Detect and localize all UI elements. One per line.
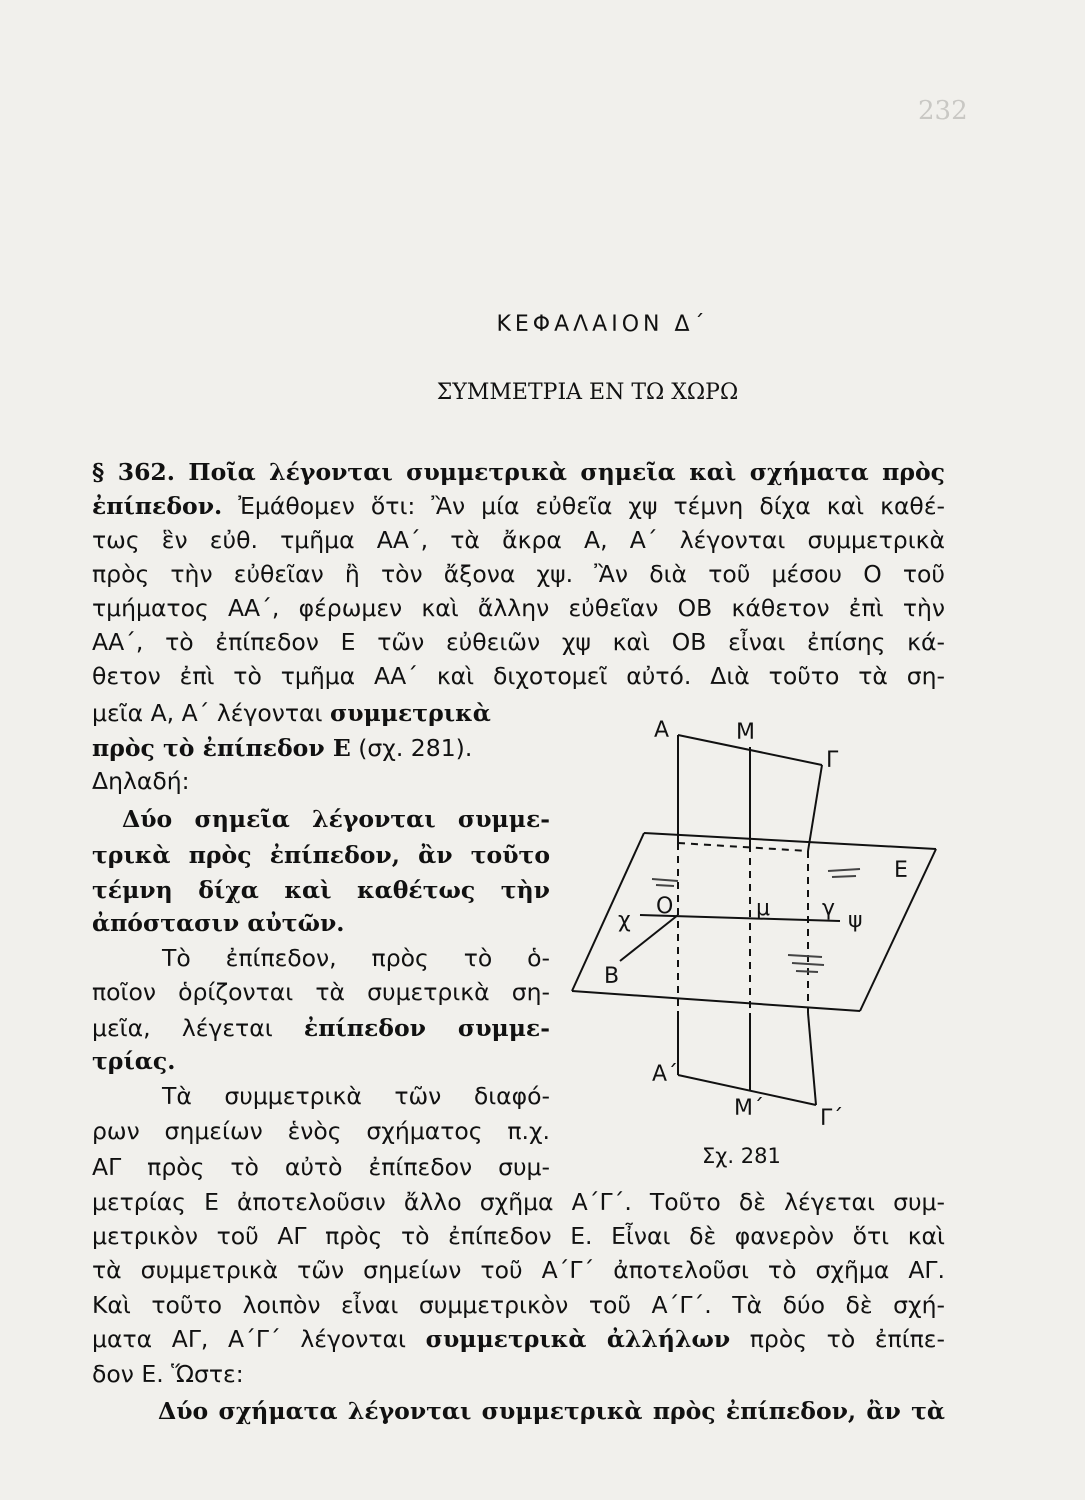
para2-l3-text: μεῖα, λέγεται: [92, 1014, 304, 1042]
figure-label-B: Β: [604, 964, 620, 989]
figure-label-A: Α: [654, 718, 670, 743]
para3-line5: μετρικὸν τοῦ ΑΓ πρὸς τὸ ἐπίπεδον Ε. Εἶναι δὲ φανερὸν ὅτι καὶ: [92, 1222, 945, 1250]
figure-hatch-6: [792, 963, 824, 965]
para2-l3-bold: ἐπίπεδον συμμε-: [303, 1014, 550, 1042]
page-number-ghost: 232: [918, 96, 968, 126]
figure-hatch-5: [788, 955, 822, 957]
para1-line2: [92, 489, 945, 523]
figure-label-A-prime: Α΄: [652, 1062, 679, 1087]
figure-plane-bottom-edge: [572, 991, 860, 1011]
para1-line6: ΑΑ΄, τὸ ἐπίπεδον Ε τῶν εὐθειῶν χψ καὶ ΟΒ εἶναι ἐπίσης κά-: [92, 628, 945, 656]
figure-label-mu: μ: [756, 896, 770, 921]
figure-segment-right-lower: [808, 1013, 816, 1105]
para2-line2: ποῖον ὁρίζονται τὰ συμετρικὰ ση-: [92, 978, 550, 1006]
figure-hatch-3: [828, 869, 860, 871]
para3-line1: Τὰ συμμετρικὰ τῶν διαφό-: [162, 1082, 550, 1110]
figure-label-G: Γ: [826, 748, 839, 773]
para2-line1: Τὸ ἐπίπεδον, πρὸς τὸ ὁ-: [162, 944, 550, 972]
definition2-line: Δύο σχήματα λέγονται συμμετρικὰ πρὸς ἐπίπεδον, ἂν τὰ: [158, 1397, 945, 1425]
chapter-heading: ΚΕΦΑΛΑΙΟΝ Δ΄: [496, 312, 709, 337]
para1-line7: θετον ἐπὶ τὸ τμῆμα ΑΑ΄ καὶ διχοτομεῖ αὐτό. Διὰ τοῦτο τὰ ση-: [92, 662, 945, 690]
para1-l8-text: μεῖα Α, Α΄ λέγονται: [92, 699, 330, 727]
figure-hatch-4: [832, 876, 856, 877]
figure-caption: Σχ. 281: [702, 1144, 781, 1168]
figure-label-psi: ψ: [848, 908, 863, 933]
figure-label-gamma: γ: [822, 896, 836, 921]
para1-line1: § 362. Ποῖα λέγονται συμμετρικὰ σημεῖα καὶ σχήματα πρὸς: [92, 458, 945, 486]
para1-line3: τως ἓν εὐθ. τμῆμα ΑΑ΄, τὰ ἄκρα Α, Α΄ λέγονται συμμετρικὰ: [92, 526, 945, 554]
figure-label-M: Μ: [736, 720, 755, 745]
para1-l9-text: (σχ. 281).: [350, 734, 473, 762]
para1-l9-bold: πρὸς τὸ ἐπίπεδον Ε: [92, 734, 351, 762]
para3-line7: Καὶ τοῦτο λοιπὸν εἶναι συμμετρικὸν τοῦ Α΄Γ΄. Τὰ δύο δὲ σχή-: [92, 1291, 945, 1319]
para1-l8-bold: συμμετρικὰ: [329, 699, 491, 727]
definition1-line1: Δύο σημεῖα λέγονται συμμε-: [122, 805, 550, 833]
para1-line9: [92, 731, 472, 765]
definition1-line2: τρικὰ πρὸς ἐπίπεδον, ἂν τοῦτο: [92, 841, 550, 869]
figure-label-M-prime: Μ΄: [734, 1096, 764, 1121]
para3-line6: τὰ συμμετρικὰ τῶν σημείων τοῦ Α΄Γ΄ ἀποτελοῦσι τὸ σχῆμα ΑΓ.: [92, 1256, 945, 1284]
para1-line4: πρὸς τὴν εὐθεῖαν ἢ τὸν ἄξονα χψ. Ἂν διὰ τοῦ μέσου Ο τοῦ: [92, 560, 945, 588]
figure-label-chi: χ: [618, 908, 631, 933]
para2-line3: [92, 1011, 550, 1045]
para1-l2-text: Ἐμάθομεν ὅτι: Ἂν μία εὐθεῖα χψ τέμνη δίχα καὶ καθέ-: [222, 492, 945, 520]
para1-line5: τμήματος ΑΑ΄, φέρωμεν καὶ ἄλλην εὐθεῖαν ΟΒ κάθετον ἐπὶ τὴν: [92, 594, 945, 622]
para1-line8: [92, 696, 491, 730]
para3-l8-tail: πρὸς τὸ ἐπίπε-: [730, 1325, 945, 1353]
figure-segment-right-upper: [808, 765, 822, 851]
para3-l8-text: ματα ΑΓ, Α΄Γ΄ λέγονται: [92, 1325, 426, 1353]
figure-hatch-7: [796, 971, 818, 972]
figure-plane-top-edge: [644, 833, 936, 849]
definition1-line4: ἀπόστασιν αὐτῶν.: [92, 909, 345, 937]
para3-line3: ΑΓ πρὸς τὸ αὐτὸ ἐπίπεδον συμ-: [92, 1153, 550, 1181]
para2-line4: τρίας.: [92, 1047, 176, 1075]
definition1-line3: τέμνη δίχα καὶ καθέτως τὴν: [92, 876, 550, 904]
para3-line2: ρων σημείων ἑνὸς σχήματος π.χ.: [92, 1117, 550, 1145]
figure-hatch-1: [652, 879, 678, 881]
figure-label-O: Ο: [656, 894, 674, 919]
section-title: ΣΥΜΜΕΤΡΙΑ ΕΝ ΤΩ ΧΩΡΩ: [436, 380, 739, 405]
figure-dashed-top: [678, 843, 808, 851]
figure-label-E: Ε: [894, 858, 908, 883]
para3-line4: μετρίας Ε ἀποτελοῦσιν ἄλλο σχῆμα Α΄Γ΄. Τοῦτο δὲ λέγεται συμ-: [92, 1188, 945, 1216]
para3-line9: δον Ε. Ὥστε:: [92, 1360, 244, 1388]
figure-281: [560, 715, 960, 1175]
para3-l8-bold: συμμετρικὰ ἀλλήλων: [425, 1325, 731, 1353]
figure-hatch-2: [656, 885, 674, 886]
para3-line8: [92, 1322, 945, 1356]
para1-l2-bold: ἐπίπεδον.: [92, 492, 223, 520]
figure-label-G-prime: Γ΄: [820, 1106, 844, 1131]
para1-line10: Δηλαδή:: [92, 767, 190, 795]
